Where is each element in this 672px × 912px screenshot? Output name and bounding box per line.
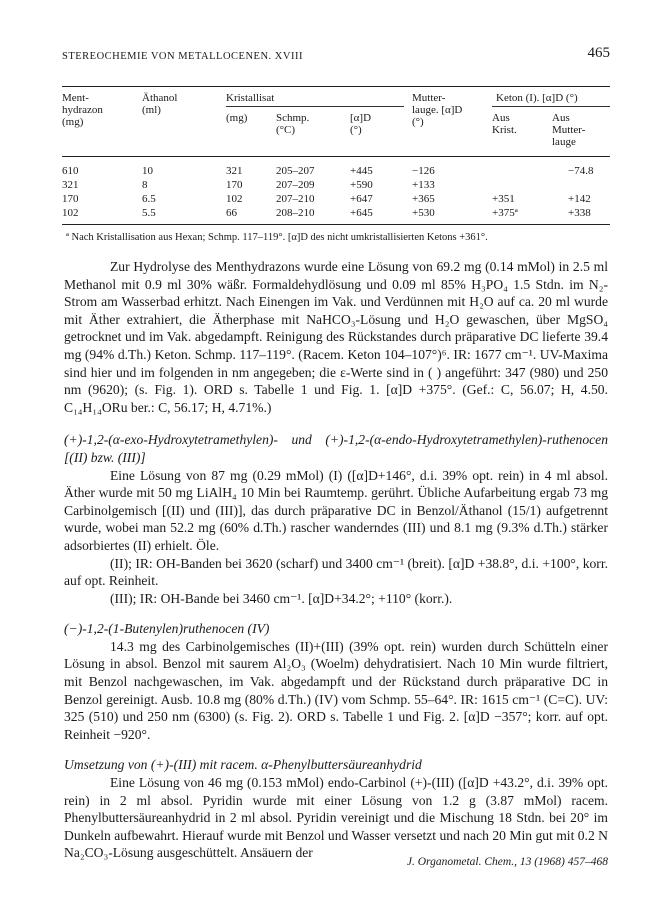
table-cell: 66 — [226, 207, 237, 219]
page-number: 465 — [587, 45, 610, 61]
body-text — [64, 258, 608, 862]
col-header-keton: Keton (I). [α]D (°) — [496, 92, 578, 104]
table-cell: +590 — [350, 179, 373, 191]
sub-header-alpha: [α]D (°) — [350, 112, 372, 136]
table-header-rule — [62, 156, 610, 157]
table-cell: 207–210 — [276, 193, 315, 205]
table-cell: +445 — [350, 165, 373, 177]
paragraph-dehydration: 14.3 mg des Carbinolgemisches (II)+(III) (39% opt. rein) wurden durch Schütteln einer Lösung in absol. Benzol mit saurem Al₂O₃ (Woelm) dehydratisiert. Nach 10 Min wurde filtriert, mit Benzol nachgewaschen, im Vak. abgedampft und der Rückstand durch präparative DC in Benzol gereinigt. Ausb. 10.8 mg (80% d.Th.) (IV) vom Schmp. 55–64°. IR: 1615 cm⁻¹ (C=C). UV: 325 (510) und 250 nm (6300) (s. Fig. 2). ORD s. Tabelle 1 und Fig. 2. [α]D −357°; korr. auf opt. Reinheit −920°. — [64, 638, 608, 742]
table-cell: 208–210 — [276, 207, 315, 219]
paragraph-carbinol-prep: Eine Lösung von 87 mg (0.29 mMol) (I) ([α]D+146°, d.i. 39% opt. rein) in 4 ml absol. Äther wurde mit 50 mg LiAlH₄ 10 Min bei Raumtemp. gerührt. Übliche Aufarbeitung ergab 73 mg Carbinolgemisch [(II) und (III)], das durch präparative DC in Benzol/Äthanol (15/1) aufgetrennt wurde, wobei man 52.2 mg (60% d.Th.) rascher wanderndes (III) und 8.1 mg (9.3% d.Th.) stärker adsorbiertes (II) erhielt. Öle. — [64, 467, 608, 553]
sub-header-mg: (mg) — [226, 112, 248, 124]
sub-header-aus-mutterlauge: Aus Mutter- lauge — [552, 112, 586, 148]
table-cell: 170 — [226, 179, 243, 191]
table-bottom-rule — [62, 224, 610, 225]
paragraph-compound-ii: (II); IR: OH-Banden bei 3620 (scharf) und 3400 cm⁻¹ (breit). [α]D +38.8°, d.i. +100°, korr. auf opt. Reinheit. — [64, 555, 608, 589]
keton-rule — [492, 106, 610, 107]
kristallisat-rule — [226, 106, 404, 107]
sub-header-schmp: Schmp. (°C) — [276, 112, 310, 136]
table-cell: 321 — [226, 165, 243, 177]
paragraph-hydrolysis: Zur Hydrolyse des Menthydrazons wurde eine Lösung von 69.2 mg (0.14 mMol) in 2.5 ml Methanol mit 0.9 ml 30% wäßr. Formaldehydlösung und 0.09 ml 85% H₃PO₄ 1.5 Stdn. im N₂-Strom am Wasserbad erhitzt. Nach Einengen im Vak. und Verdünnen mit H₂O auf ca. 20 ml wurde mit Äther extrahiert, die Ätherphase mit NaHCO₃-Lösung und H₂O gewaschen, über MgSO₄ getrocknet und im Vak. abgedampft. Reinigung des Rückstandes durch präparative DC lieferte 39.4 mg (94% d.Th.) Keton. Schmp. 117–119°. (Racem. Keton 104–107°)⁶. IR: 1677 cm⁻¹. UV-Maxima sind hier und im folgenden in nm angegeben; die ε-Werte sind in ( ) angeführt: 347 (980) und 250 nm (9620); (s. Fig. 1). ORD s. Tabelle 1 und Fig. 1. [α]D +375°. (Gef.: C, 56.07; H, 4.50. C₁₄H₁₄ORu ber.: C, 56.17; H, 4.71%.) — [64, 259, 608, 415]
table-cell: 321 — [62, 179, 79, 191]
table-cell: +338 — [568, 207, 591, 219]
table-cell: 170 — [62, 193, 79, 205]
table-footnote: ª Nach Kristallisation aus Hexan; Schmp. 117–119°. [α]D des nicht umkristallisierten Ketons +361°. — [66, 232, 488, 243]
table-cell: +133 — [412, 179, 435, 191]
col-header-mutterlauge: Mutter- lauge. [α]D (°) — [412, 92, 463, 128]
section-heading-butenylen: (−)-1,2-(1-Butenylen)ruthenocen (IV) — [64, 621, 270, 637]
section-heading-umsetzung: Umsetzung von (+)-(III) mit racem. α-Phenylbuttersäureanhydrid — [64, 757, 422, 773]
col-header-kristallisat: Kristallisat — [226, 92, 275, 104]
table-cell: +351 — [492, 193, 515, 205]
paragraph-compound-iii: (III); IR: OH-Bande bei 3460 cm⁻¹. [α]D+34.2°; +110° (korr.). — [110, 590, 453, 606]
table-cell: 205–207 — [276, 165, 315, 177]
col-header-menthydrazon: Ment- hydrazon (mg) — [62, 92, 103, 128]
table-cell: +142 — [568, 193, 591, 205]
table-cell: −126 — [412, 165, 435, 177]
table-cell: +645 — [350, 207, 373, 219]
table-cell: 207–209 — [276, 179, 315, 191]
sub-header-aus-krist: Aus Krist. — [492, 112, 517, 136]
table-cell: +375ª — [492, 207, 518, 219]
table-cell: 610 — [62, 165, 79, 177]
col-header-ethanol: Äthanol (ml) — [142, 92, 178, 116]
paragraph-esterification: Eine Lösung von 46 mg (0.153 mMol) endo-Carbinol (+)-(III) ([α]D +43.2°, d.i. 39% opt. rein) in 2 ml absol. Pyridin wurde mit einer Lösung von 1.2 g (3.87 mMol) racem. Phenylbuttersäureanhydrid in 2 ml absol. Pyridin vereinigt und die Mischung 18 Stdn. bei 20° im Dunkeln aufbewahrt. Hierauf wurde mit Benzol und Wasser versetzt und nach 20 Min gut mit 0.2 N Na₂CO₃-Lösung ausgeschüttelt. Ansäuern der — [64, 775, 608, 861]
table-cell: 6.5 — [142, 193, 156, 205]
table-top-rule — [62, 86, 610, 87]
table-cell: 5.5 — [142, 207, 156, 219]
table-cell: +647 — [350, 193, 373, 205]
table-cell: −74.8 — [568, 165, 594, 177]
table-cell: 10 — [142, 165, 153, 177]
table-cell: 102 — [226, 193, 243, 205]
running-title: STEREOCHEMIE VON METALLOCENEN. XVIII — [62, 51, 303, 62]
journal-citation: J. Organometal. Chem., 13 (1968) 457–468 — [406, 856, 608, 868]
table-cell: 102 — [62, 207, 79, 219]
table-cell: +530 — [412, 207, 435, 219]
table-cell: +365 — [412, 193, 435, 205]
section-heading-carbinols: (+)-1,2-(α-exo-Hydroxytetramethylen)- und (+)-1,2-(α-endo-Hydroxytetramethylen)-ruthenocen [(II) bzw. (III)] — [64, 432, 608, 465]
page-header — [62, 45, 610, 65]
table-cell: 8 — [142, 179, 148, 191]
